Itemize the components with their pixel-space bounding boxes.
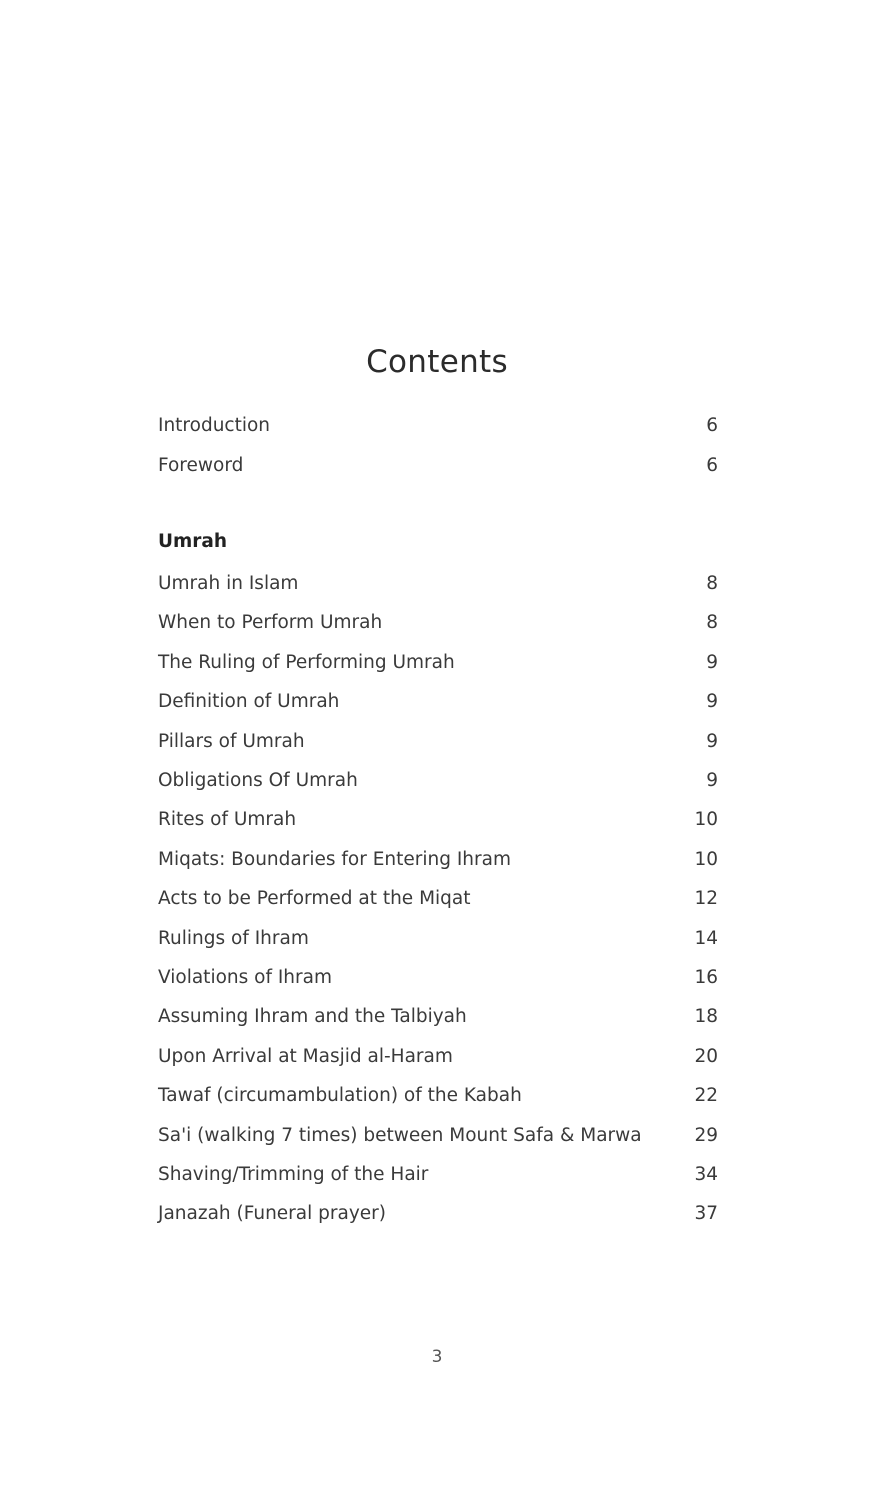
toc-entry-page: 29 — [694, 1124, 718, 1146]
toc-entry-label: Acts to be Performed at the Miqat — [158, 887, 471, 909]
toc-entry[interactable] — [158, 847, 718, 871]
toc-entry-page: 9 — [706, 690, 718, 712]
toc-entry-page: 22 — [694, 1084, 718, 1106]
toc-entry-label: Introduction — [158, 414, 271, 436]
toc-entry[interactable] — [158, 886, 718, 910]
toc-entry[interactable] — [158, 1004, 718, 1028]
toc-entry-label: Umrah in Islam — [158, 572, 299, 594]
toc-entry-page: 37 — [694, 1202, 718, 1224]
toc-entry-label: Shaving/Trimming of the Hair — [158, 1163, 429, 1185]
toc-entry-page: 34 — [694, 1163, 718, 1185]
toc-entry-label: Upon Arrival at Masjid al-Haram — [158, 1045, 453, 1067]
toc-entry-page: 10 — [694, 808, 718, 830]
toc-entry-label: When to Perform Umrah — [158, 611, 383, 633]
toc-entry-label: Obligations Of Umrah — [158, 769, 358, 791]
toc-entry-label: Rulings of Ihram — [158, 927, 309, 949]
toc-entry-page: 6 — [706, 414, 718, 436]
toc-entry-label: Sa'i (walking 7 times) between Mount Safa & Marwa — [158, 1124, 642, 1146]
toc-entry[interactable] — [158, 1123, 718, 1147]
toc-entry-label: Pillars of Umrah — [158, 730, 305, 752]
toc-entry-label: Janazah (Funeral prayer) — [158, 1202, 386, 1224]
toc-entry-label: Assuming Ihram and the Talbiyah — [158, 1005, 467, 1027]
toc-entry-page: 10 — [694, 848, 718, 870]
toc-entry-label: Foreword — [158, 454, 244, 476]
toc-entry-page: 9 — [706, 651, 718, 673]
toc-entry-page: 14 — [694, 927, 718, 949]
toc-entry-page: 8 — [706, 611, 718, 633]
toc-entry[interactable] — [158, 610, 718, 634]
toc-entry-label: The Ruling of Performing Umrah — [158, 651, 455, 673]
toc-entry-label: Definition of Umrah — [158, 690, 340, 712]
toc-entry-page: 9 — [706, 730, 718, 752]
toc-entry-page: 12 — [694, 887, 718, 909]
toc-entry-page: 6 — [706, 454, 718, 476]
toc-entry[interactable] — [158, 1162, 718, 1186]
toc-entry-introduction[interactable] — [158, 413, 718, 437]
toc-entry-label: Tawaf (circumambulation) of the Kabah — [158, 1084, 522, 1106]
toc-entry-page: 8 — [706, 572, 718, 594]
toc-entry[interactable] — [158, 807, 718, 831]
toc-entry[interactable] — [158, 768, 718, 792]
toc-entry-page: 18 — [694, 1005, 718, 1027]
toc-entry[interactable] — [158, 1044, 718, 1068]
toc-entry-page: 9 — [706, 769, 718, 791]
toc-entry-label: Rites of Umrah — [158, 808, 297, 830]
toc-entry[interactable] — [158, 650, 718, 674]
section-heading-umrah: Umrah — [158, 531, 228, 552]
toc-entry-page: 20 — [694, 1045, 718, 1067]
toc-entry[interactable] — [158, 571, 718, 595]
toc-entry-page: 16 — [694, 966, 718, 988]
toc-entry[interactable] — [158, 965, 718, 989]
page-number: 3 — [431, 1347, 443, 1367]
toc-entry[interactable] — [158, 1201, 718, 1225]
toc-entry[interactable] — [158, 926, 718, 950]
page-title: Contents — [366, 343, 508, 380]
toc-entry-label: Miqats: Boundaries for Entering Ihram — [158, 848, 511, 870]
toc-entry[interactable] — [158, 1083, 718, 1107]
toc-entry-label: Violations of Ihram — [158, 966, 332, 988]
toc-entry[interactable] — [158, 729, 718, 753]
toc-entry[interactable] — [158, 689, 718, 713]
toc-entry-foreword[interactable] — [158, 453, 718, 477]
